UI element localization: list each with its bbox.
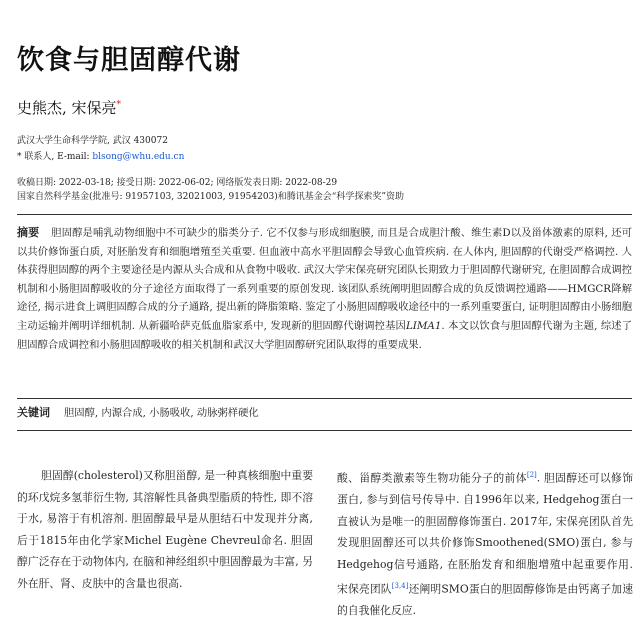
- corresponding-author-mark: *: [116, 100, 122, 110]
- dates-line: 收稿日期: 2022-03-18; 接受日期: 2022-06-02; 网络版发表日期: 2022-08-29: [17, 178, 338, 188]
- body-left-paragraph: 胆固醇(cholesterol)又称胆甾醇, 是一种真核细胞中重要的环戊烷多氢菲衍生物, 其溶解性具备典型脂质的特性, 即不溶于水, 易溶于有机溶剂. 胆固醇最早是从胆结石中发现并分离, 后于1815年由化学家Michel Eugène Chevreul命名. 胆固醇广泛存在于动物体内, 在脑和神经组织中胆固醇最为丰富, 另外在肝、肾、皮肤中的含量也很高.: [17, 469, 313, 590]
- citation-link[interactable]: [2]: [526, 471, 537, 479]
- contact-email-link[interactable]: blsong@whu.edu.cn: [92, 152, 185, 162]
- contact-prefix: * 联系人, E-mail:: [17, 152, 93, 162]
- body-column-left: [17, 465, 313, 595]
- abstract-text-1: 胆固醇是哺乳动物细胞中不可缺少的脂类分子. 它不仅参与形成细胞膜, 而且是合成胆汁酸、维生素D以及甾体激素的原料, 还可以共价修饰蛋白质, 对胚胎发育和细胞增殖至关重要. 但血液中高水平胆固醇会导致心血管疾病. 在人体内, 胆固醇的代谢受严格调控. 人体获得胆固醇的两个主要途径是内源从头合成和从食物中吸收. 武汉大学宋保亮研究团队长期致力于胆固醇代谢研究, 在胆固醇合成调控机制和小肠胆固醇吸收的分子途径方面取得了一系列重要的原创发现. 该团队系统阐明胆固醇合成的负反馈调控通路——HMGCR降解途径, 揭示进食上调胆固醇合成的分子通路, 提出新的降脂策略. 鉴定了小肠胆固醇吸收途径中的一系列重要蛋白, 证明胆固醇由小肠细胞主动运输并阐明详细机制. 从新疆哈萨克低血脂家系中, 发现新的胆固醇代谢调控基因: [17, 227, 632, 332]
- affiliation: 武汉大学生命科学学院, 武汉 430072: [17, 136, 168, 146]
- abstract-label: 摘要: [17, 226, 40, 239]
- body-right-text-3: 还阐明SMO蛋白的胆固醇修饰是由钙离子加速的自我催化反应.: [337, 582, 633, 617]
- author-line: [17, 97, 121, 118]
- keywords-label: 关键词: [17, 406, 50, 419]
- author-names: 史熊杰, 宋保亮: [17, 99, 117, 117]
- paper-title: 饮食与胆固醇代谢: [17, 45, 241, 76]
- abstract-text-2: . 本文以饮食与胆固醇代谢为主题, 综述了胆固醇合成调控和小肠胆固醇吸收的相关机制和武汉大学胆固醇研究团队取得的重要成果.: [17, 319, 633, 351]
- divider-top: [17, 214, 632, 215]
- keywords-block: [17, 404, 632, 420]
- citation-link[interactable]: [3,4]: [391, 581, 409, 590]
- body-right-text-1: 酸、甾醇类激素等生物功能分子的前体: [337, 471, 527, 485]
- contact-line: [17, 149, 184, 162]
- divider-keywords: [17, 430, 632, 431]
- abstract-block: [17, 224, 632, 354]
- keywords-text: 胆固醇, 内源合成, 小肠吸收, 动脉粥样硬化: [64, 407, 259, 419]
- abstract-gene-name: LIMA1: [405, 319, 442, 332]
- body-right-text-2: . 胆固醇还可以修饰蛋白, 参与到信号传导中. 自1996年以来, Hedgehog蛋白一直被认为是唯一的胆固醇修饰蛋白. 2017年, 宋保亮团队首先发现胆固醇还可以共价修饰Smoothened(SMO)蛋白, 参与Hedgehog信号通路, 在胚胎发育和细胞增殖中起重要作用. 宋保亮团队: [337, 471, 633, 596]
- body-column-right: [337, 465, 633, 621]
- divider-abstract: [17, 398, 632, 399]
- funding-line: 国家自然科学基金(批准号: 91957103, 32021003, 91954203)和腾讯基金会“科学探索奖”资助: [17, 192, 404, 202]
